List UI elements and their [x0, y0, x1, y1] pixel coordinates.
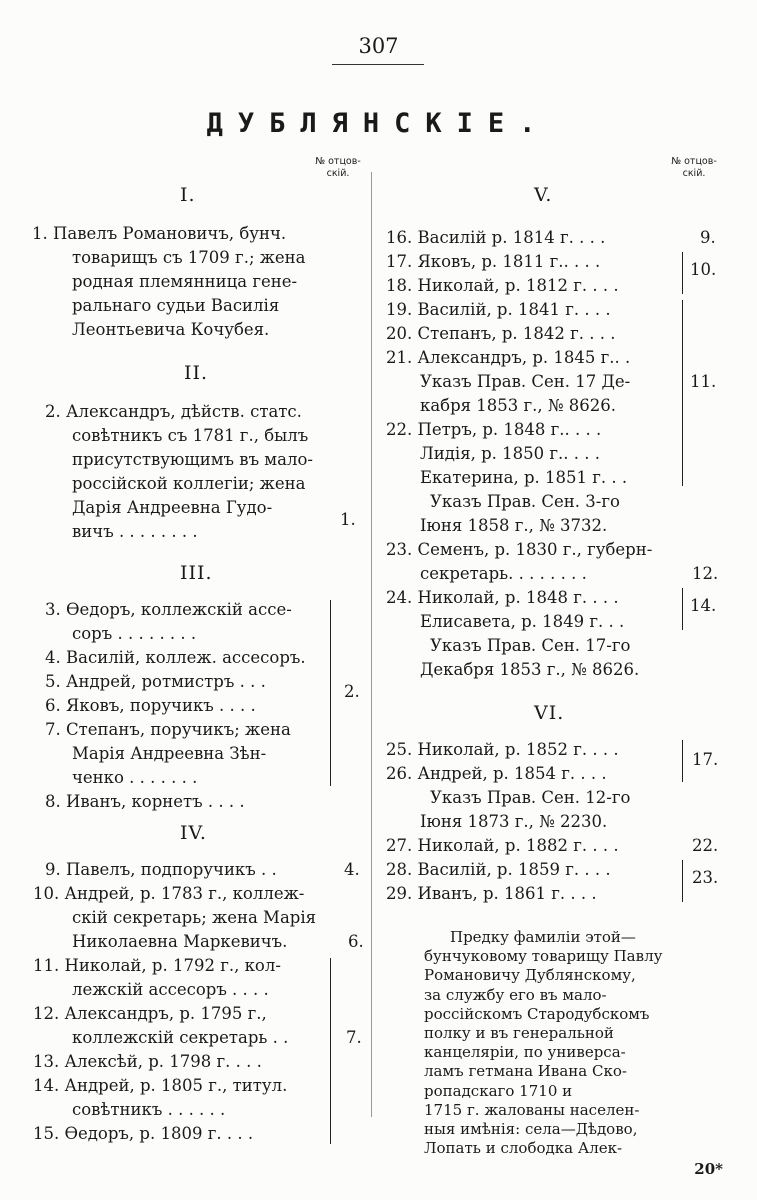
page-number-rule — [332, 64, 424, 65]
history-note-line: канцеляріи, по универса- — [424, 1043, 626, 1062]
section-heading: VI. — [534, 702, 565, 724]
entry-line: товарищъ съ 1709 г.; жена — [72, 248, 306, 267]
entry-line: Леонтьевича Кочубея. — [72, 320, 270, 339]
entry-line: Указъ Прав. Сен. 17 Де- — [420, 372, 631, 391]
patronymic-ref: 12. — [692, 564, 719, 583]
entry-line: 10. Андрей, р. 1783 г., коллеж- — [33, 884, 305, 903]
entry-line: 27. Николай, р. 1882 г. . . . — [386, 836, 619, 855]
entry-line: родная племянница гене- — [72, 272, 298, 291]
entry-line: 23. Семенъ, р. 1830 г., губерн- — [386, 540, 653, 559]
entry-line: 6. Яковъ, поручикъ . . . . — [45, 696, 256, 715]
patronymic-ref: 11. — [690, 372, 717, 391]
history-note-line: ропадскаго 1710 и — [424, 1081, 573, 1100]
entry-line: россійской коллегіи; жена — [72, 474, 306, 493]
entry-line: 5. Андрей, ротмистръ . . . — [45, 672, 266, 691]
entry-line: совѣтникъ съ 1781 г., былъ — [72, 426, 309, 445]
page-number: 307 — [358, 34, 399, 58]
entry-line: Указъ Прав. Сен. 3-го — [430, 492, 620, 511]
entry-line: 19. Василій, р. 1841 г. . . . — [386, 300, 611, 319]
signature-mark: 20* — [694, 1160, 723, 1178]
entry-line: 1. Павелъ Романовичъ, бунч. — [32, 224, 287, 243]
entry-line: Николаевна Маркевичъ. — [72, 932, 288, 951]
history-note-line: Романовичу Дублянскому, — [424, 966, 636, 985]
grouping-bracket — [678, 300, 683, 486]
entry-line: Указъ Прав. Сен. 17-го — [430, 636, 631, 655]
entry-line: 18. Николай, р. 1812 г. . . . — [386, 276, 619, 295]
entry-line: Дарія Андреевна Гудо- — [72, 498, 273, 517]
entry-line: 26. Андрей, р. 1854 г. . . . — [386, 764, 607, 783]
entry-line: кабря 1853 г., № 8626. — [420, 396, 617, 415]
entry-line: Марія Андреевна Зѣн- — [72, 744, 267, 763]
section-heading: V. — [534, 184, 553, 206]
entry-line: 24. Николай, р. 1848 г. . . . — [386, 588, 619, 607]
entry-line: 2. Александръ, дѣйств. статс. — [45, 402, 302, 421]
entry-line: Лидія, р. 1850 г.. . . . — [420, 444, 600, 463]
patronymic-ref: 2. — [344, 682, 360, 701]
entry-line: лежскій ассесоръ . . . . — [72, 980, 269, 999]
patronymic-ref: 6. — [348, 932, 364, 951]
grouping-bracket — [678, 588, 683, 630]
history-note-line: за службу его въ мало- — [424, 985, 607, 1004]
entry-line: вичъ . . . . . . . . — [72, 522, 198, 541]
grouping-bracket — [678, 860, 683, 902]
grouping-bracket — [326, 958, 331, 1144]
entry-line: 28. Василій, р. 1859 г. . . . — [386, 860, 611, 879]
entry-line: Іюня 1873 г., № 2230. — [420, 812, 608, 831]
entry-line: 25. Николай, р. 1852 г. . . . — [386, 740, 619, 759]
patronymic-ref: 10. — [690, 260, 717, 279]
entry-line: 3. Өедоръ, коллежскій ассе- — [45, 600, 292, 619]
entry-line: 12. Александръ, р. 1795 г., — [33, 1004, 267, 1023]
grouping-bracket — [326, 600, 331, 786]
patronymic-ref: 7. — [346, 1028, 362, 1047]
section-heading: IV. — [180, 822, 207, 844]
entry-line: Елисавета, р. 1849 г. . . — [420, 612, 625, 631]
entry-line: 4. Василій, коллеж. ассесоръ. — [45, 648, 306, 667]
history-note-line: бунчуковому товарищу Павлу — [424, 947, 663, 966]
entry-line: 29. Иванъ, р. 1861 г. . . . — [386, 884, 597, 903]
entry-line: ральнаго судьи Василія — [72, 296, 280, 315]
entry-line: Екатерина, р. 1851 г. . . — [420, 468, 628, 487]
entry-line: Указъ Прав. Сен. 12-го — [430, 788, 631, 807]
entry-line: 7. Степанъ, поручикъ; жена — [45, 720, 291, 739]
patronymic-ref: 23. — [692, 868, 719, 887]
patronymic-ref: 4. — [344, 860, 360, 879]
history-note-line: ныя имѣнія: села—Дѣдово, — [424, 1120, 638, 1138]
entry-line: ченко . . . . . . . — [72, 768, 198, 787]
entry-line: 15. Өедоръ, р. 1809 г. . . . — [33, 1124, 254, 1143]
history-note-line: Предку фамиліи этой— — [450, 928, 636, 946]
entry-line: 13. Алексѣй, р. 1798 г. . . . — [33, 1052, 262, 1071]
entry-line: 14. Андрей, р. 1805 г., титул. — [33, 1076, 288, 1095]
entry-line: 22. Петръ, р. 1848 г.. . . . — [386, 420, 602, 439]
entry-line: присутствующимъ въ мало- — [72, 450, 313, 469]
history-note-line: ламъ гетмана Ивана Ско- — [424, 1062, 627, 1081]
grouping-bracket — [678, 252, 683, 294]
entry-line: Декабря 1853 г., № 8626. — [420, 660, 640, 679]
entry-line: 16. Василій р. 1814 г. . . . — [386, 228, 606, 247]
column-divider — [371, 172, 372, 1117]
patronymic-ref: 22. — [692, 836, 719, 855]
page-title: ДУБЛЯНСКІЕ. — [206, 108, 551, 139]
history-note-line: 1715 г. жалованы населен- — [424, 1100, 640, 1119]
entry-line: соръ . . . . . . . . — [72, 624, 197, 643]
patronymic-ref: 1. — [340, 510, 356, 529]
column-header-left: № отцов- скій. — [315, 156, 361, 179]
column-header-right: № отцов- скій. — [671, 156, 717, 179]
entry-line: скій секретарь; жена Марія — [72, 908, 317, 927]
history-note-line: Лопать и слободка Алек- — [424, 1139, 623, 1158]
entry-line: 8. Иванъ, корнетъ . . . . — [45, 792, 245, 811]
entry-line: 17. Яковъ, р. 1811 г.. . . . — [386, 252, 601, 271]
history-note-line: полку и въ генеральной — [424, 1024, 614, 1042]
patronymic-ref: 17. — [692, 750, 719, 769]
grouping-bracket — [678, 740, 683, 782]
entry-line: коллежскій секретарь . . — [72, 1028, 289, 1047]
entry-line: совѣтникъ . . . . . . — [72, 1100, 226, 1119]
patronymic-ref: 14. — [690, 596, 717, 615]
entry-line: Іюня 1858 г., № 3732. — [420, 516, 608, 535]
section-heading: II. — [184, 362, 209, 384]
section-heading: III. — [180, 562, 213, 584]
entry-line: 21. Александръ, р. 1845 г.. . — [386, 348, 631, 367]
patronymic-ref: 9. — [700, 228, 716, 247]
entry-line: 11. Николай, р. 1792 г., кол- — [33, 956, 281, 975]
section-heading: I. — [180, 184, 196, 206]
entry-line: 20. Степанъ, р. 1842 г. . . . — [386, 324, 616, 343]
entry-line: секретарь. . . . . . . . — [420, 564, 587, 583]
entry-line: 9. Павелъ, подпоручикъ . . — [45, 860, 277, 879]
history-note-line: россійскомъ Стародубскомъ — [424, 1004, 650, 1023]
